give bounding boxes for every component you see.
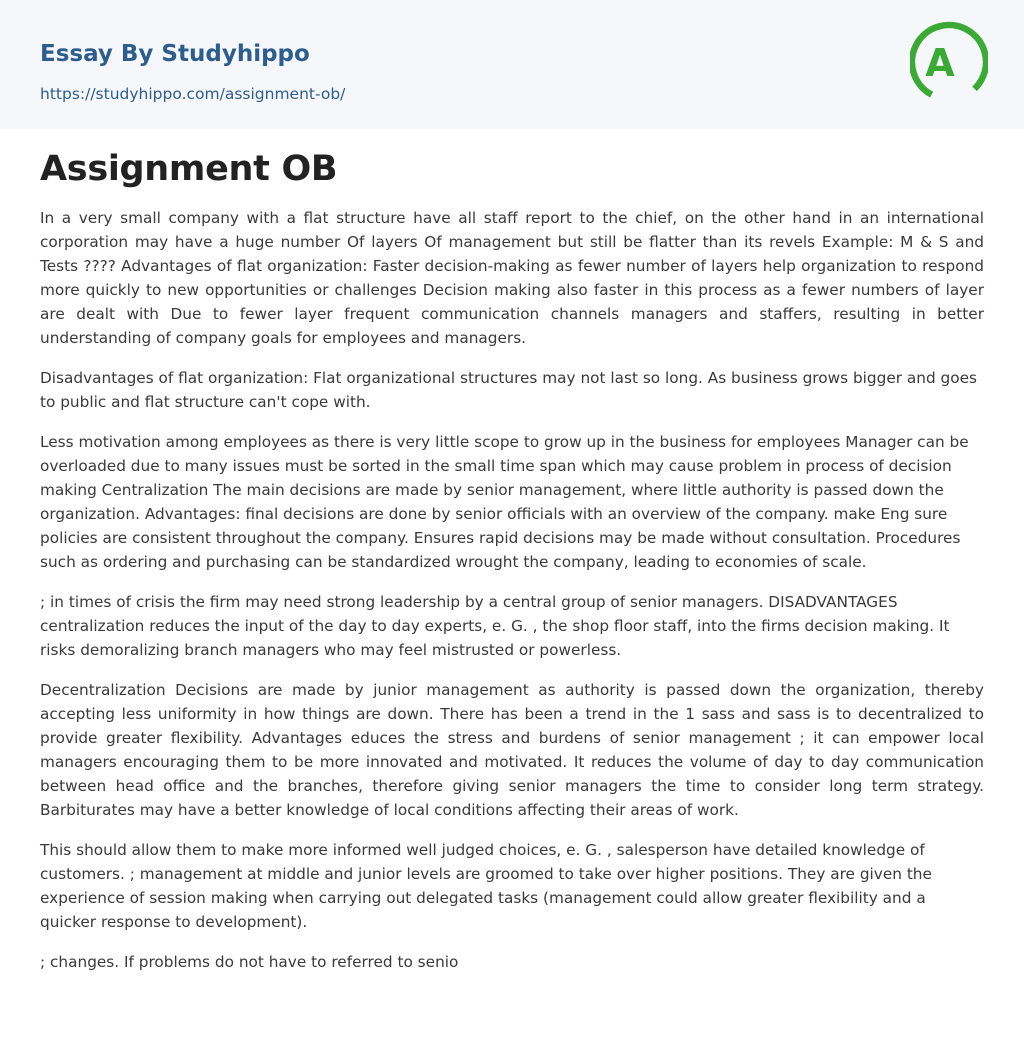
paragraph-6: This should allow them to make more informed well judged choices, e. G. , salesperson have detailed knowledge of customers. ; management at middle and junior levels are groomed to take over higher positions. They are given the experience of session making when carrying out delegated tasks (management could allow greater flexibility and a quicker response to development). bbox=[40, 841, 932, 931]
page-title: Assignment OB bbox=[40, 149, 338, 189]
site-header bbox=[0, 0, 1024, 129]
logo-letter: A bbox=[925, 41, 955, 85]
paragraph-1: In a very small company with a flat structure have all staff report to the chief, on the other hand in an international corporation may have a huge number Of layers Of management but still be flatter than its revels Example: M & S and Tests ???? Advantages of flat organization: Faster decision-making as fewer number of layers help organization to respond more quickly to new opportunities or challenges Decision making also faster in this process as a fewer numbers of layer are dealt with Due to fewer layer frequent communication channels managers and staffers, resulting in better understanding of company goals for employees and managers. bbox=[40, 209, 984, 347]
paragraph-2: Disadvantages of flat organization: Flat organizational structures may not last so long. As business grows bigger and goes to public and flat structure can't cope with. bbox=[40, 369, 977, 411]
paragraph-3: Less motivation among employees as there is very little scope to grow up in the business for employees Manager can be overloaded due to many issues must be sorted in the small time span which may cause problem in process of decision making Centralization The main decisions are made by senior management, where little authority is passed down the organization. Advantages: final decisions are done by senior officials with an overview of the company. make Eng sure policies are consistent throughout the company. Ensures rapid decisions may be made without consultation. Procedures such as ordering and purchasing can be standardized wrought the company, leading to economies of scale. bbox=[40, 433, 969, 571]
paragraph-7: ; changes. If problems do not have to referred to senio bbox=[40, 953, 459, 971]
paragraph-4: ; in times of crisis the firm may need strong leadership by a central group of senior managers. DISADVANTAGES centralization reduces the input of the day to day experts, e. G. , the shop floor staff, into the firms decision making. It risks demoralizing branch managers who may feel mistrusted or powerless. bbox=[40, 593, 950, 659]
article bbox=[40, 129, 984, 990]
studyhippo-logo-icon[interactable] bbox=[910, 18, 988, 106]
paragraph-5: Decentralization Decisions are made by junior management as authority is passed down the organization, thereby accepting less uniformity in how things are down. There has been a trend in the 1 sass and sass is to decentralized to provide greater flexibility. Advantages educes the stress and burdens of senior management ; it can empower local managers encouraging them to be more innovated and motivated. It reduces the volume of day to day communication between head office and the branches, therefore giving senior managers the time to consider long term strategy. Barbiturates may have a better knowledge of local conditions affecting their areas of work. bbox=[40, 681, 984, 819]
source-url-link[interactable]: https://studyhippo.com/assignment-ob/ bbox=[40, 85, 346, 103]
brand-title[interactable]: Essay By Studyhippo bbox=[40, 41, 310, 67]
